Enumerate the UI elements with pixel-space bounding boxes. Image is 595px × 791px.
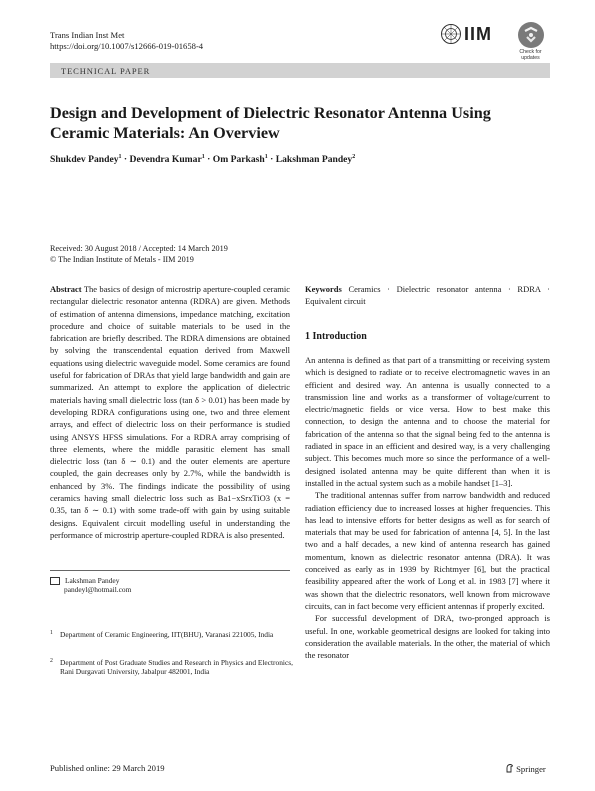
publisher-name: Springer (516, 764, 546, 774)
author-list: Shukdev Pandey$^1$ · Devendra Kumar$^1$ · Om Parkash$^1$ · Lakshman Pandey$^2$ (50, 154, 356, 166)
author-email[interactable]: pandeyl@hotmail.com (64, 585, 132, 595)
publication-dates (50, 244, 228, 265)
abstract (50, 283, 290, 541)
author-name[interactable]: Lakshman Pandey (275, 154, 353, 166)
keywords (305, 283, 550, 308)
introduction-body (305, 354, 550, 661)
springer-horse-icon (505, 763, 514, 773)
author-name[interactable]: Devendra Kumar (129, 154, 202, 166)
affiliation-mark: 1 (264, 154, 268, 160)
affiliation-text: Department of Ceramic Engineering, IIT(BHU), Varanasi 221005, India (60, 630, 274, 639)
published-online: Published online: 29 March 2019 (50, 763, 165, 773)
affiliation-number: 2 (50, 658, 53, 664)
affiliation-text: Department of Post Graduate Studies and Research in Physics and Electronics, Rani Durgavati University, Jabalpur 482001, India (60, 658, 293, 677)
intro-paragraph: The traditional antennas suffer from narrow bandwidth and reduced radiation efficiency due to increased losses at higher frequencies. This has lead to intensive efforts for better designs as well as for search of materials that may be used for fabrication of antenna [4, 5]. In the last two and a half decades, a new kind of antenna research has gained momentum, known as dielectric resonator antenna (DRA). It was conceived as early as in 1939 by Richtmyer [6], but the practical feasibility appeared after the work of Long et al. in 1983 [7] where it was shown that the dielectric resonators, well known from microwave circuits, can in fact become very efficient antennas if properly excited. (305, 490, 550, 611)
abstract-text: The basics of design of microstrip aperture-coupled ceramic rectangular dielectric resonator antenna (RDRA) are given. Methods of estimation of antenna dimensions, impedance matching, excitation procedure and choice of suitable materials to be used in the fabrication are briefly described. The RDRA dimensions are obtained by solving the transcendental equation derived from Maxwell equations using dielectric waveguide model. Some ceramics are found useful for fabrication of DRAs that yield large bandwidth and gain are summarized. An attempt to explore the application of dielectric materials having small dielectric loss (tan δ > 0.01) has been made by developing RDRA configurations using one, two and three element arrays, and effect of dielectric loss on their performance is studied using ANSYS HFSS simulations. For a RDRA array comprising of three elements, where the middle parasitic element has small dielectric loss (tan δ ∼ 0.1) and the outer elements are aperture coupled, the gain decreases only by 2.7%, while the bandwidth is enhanced by 3%. The findings indicate the possibility of using ceramics having small dielectric loss such as Ba1−xSrxTiO3 (x = 0.35, tan δ ∼ 0.1) with some trade-off with gain by using suitable designs. Equivalent circuit modelling useful in understanding the performance of microstrip aperture-coupled RDRA is also presented. (50, 284, 290, 540)
abstract-label: Abstract (50, 284, 82, 294)
check-updates-icon (518, 22, 544, 48)
corresponding-author-name: Lakshman Pandey (65, 576, 120, 585)
footnote-divider (50, 570, 290, 571)
envelope-icon (50, 577, 60, 585)
journal-name: Trans Indian Inst Met (50, 30, 125, 40)
keywords-label: Keywords (305, 284, 342, 294)
intro-paragraph: An antenna is defined as that part of a transmitting or receiving system which is designed to radiate or to receive electromagnetic waves in an efficient and desired way. An antenna is usually connected to a transmission line and works as a transformer of voltage/current to electric/magnetic fields or vice versa. How to best make this connection, to design the antenna and to choose the material for fabrication of the antenna so that the signal being fed to the antenna is radiated in space in an efficient and desired way, is a very challenging subject. This becomes much more so since the performance of a well-designed isolated antenna may be quite different than when it is installed in the actual system such as a mobile handset [1–3]. (305, 355, 550, 488)
copyright-line: © The Indian Institute of Metals - IIM 2019 (50, 254, 194, 264)
affiliation-2 (50, 658, 295, 677)
section-heading: 1 Introduction (305, 331, 367, 342)
affiliation-mark: 1 (201, 154, 205, 160)
received-accepted: Received: 30 August 2018 / Accepted: 14 March 2019 (50, 244, 228, 253)
affiliation-1 (50, 630, 295, 639)
springer-logo (505, 763, 546, 774)
check-for-updates-badge[interactable] (514, 22, 547, 62)
affiliation-number: 1 (50, 630, 53, 636)
article-type-bar (50, 63, 550, 78)
affiliation-mark: 1 (118, 154, 122, 160)
affiliation-mark: 2 (352, 154, 356, 160)
check-updates-label: Check for updates (519, 49, 542, 61)
author-name[interactable]: Om Parkash (212, 154, 265, 166)
doi-link[interactable]: https://doi.org/10.1007/s12666-019-01658-4 (50, 41, 204, 51)
keywords-text: Ceramics · Dielectric resonator antenna · RDRA · Equivalent circuit (305, 284, 550, 307)
running-header (50, 30, 203, 52)
iim-logo-text: IIM (464, 24, 492, 44)
author-name[interactable]: Shukdev Pandey (50, 154, 119, 166)
iim-emblem-icon (440, 22, 462, 46)
intro-paragraph: For successful development of DRA, two-pronged approach is useful. In one, workable geometrical designs are looked for taking into consideration the available materials. In the other, the material of which the resonator (305, 613, 550, 661)
article-type: TECHNICAL PAPER (61, 66, 151, 76)
article-title: Design and Development of Dielectric Resonator Antenna Using Ceramic Materials: An Overview (50, 104, 491, 142)
corresponding-author (50, 576, 131, 595)
iim-logo (440, 22, 500, 48)
